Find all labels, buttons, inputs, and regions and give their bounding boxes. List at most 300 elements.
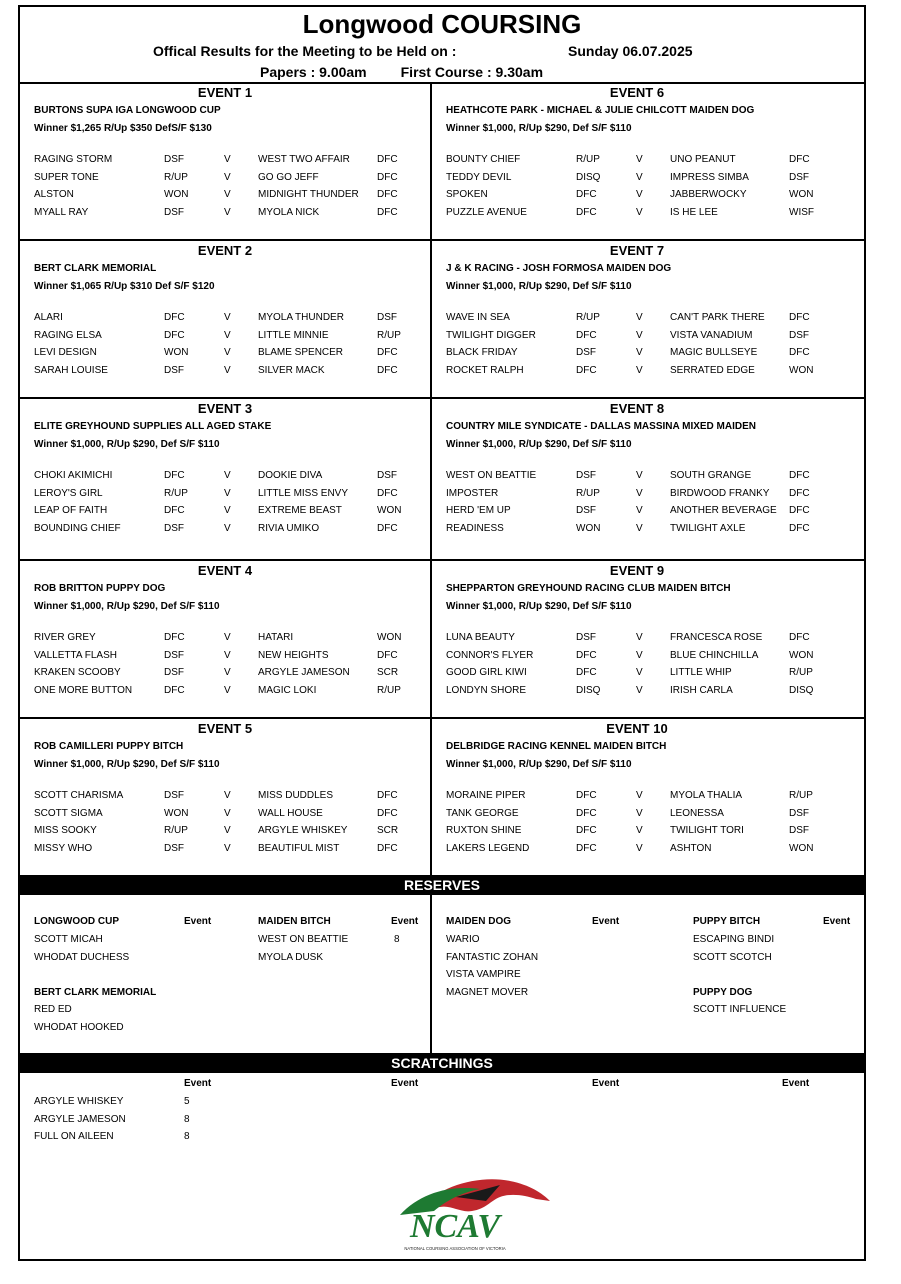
dog-name: MYOLA THALIA — [670, 790, 743, 801]
result-code: DFC — [576, 329, 597, 341]
logo-tagline: NATIONAL COURSING ASSOCIATION OF VICTORIA — [404, 1246, 506, 1251]
event-heading: EVENT 1 — [197, 85, 253, 100]
event-prize: Winner $1,000, R/Up $290, Def S/F $110 — [34, 439, 220, 450]
dog-name: VISTA VANADIUM — [670, 329, 753, 341]
dog-name: FRANCESCA ROSE — [670, 632, 763, 643]
dog-name: SARAH LOUISE — [34, 364, 108, 376]
dog-name: PUZZLE AVENUE — [446, 206, 527, 218]
dog-name: LITTLE MISS ENVY — [258, 487, 349, 499]
result-row — [34, 207, 424, 225]
result-code: DSF — [164, 790, 184, 801]
dog-name: LITTLE MINNIE — [258, 329, 329, 341]
result-row — [34, 790, 424, 808]
result-code: DFC — [789, 632, 810, 643]
result-code: DSF — [164, 206, 184, 218]
dog-name: UNO PEANUT — [670, 154, 736, 165]
scratching-name: ARGYLE JAMESON — [34, 1114, 126, 1125]
result-code: DFC — [377, 807, 398, 819]
dog-name: READINESS — [446, 522, 504, 534]
reserve-item: RED ED — [34, 1004, 72, 1015]
dog-name: HERD 'EM UP — [446, 505, 511, 517]
dog-name: MAGIC BULLSEYE — [670, 347, 758, 359]
event-block — [20, 400, 430, 558]
result-code: DFC — [164, 505, 185, 517]
result-row — [446, 207, 836, 225]
result-row — [34, 808, 424, 826]
dog-name: ASHTON — [670, 842, 712, 854]
reserves-event-label: Event — [823, 916, 851, 927]
versus-label: V — [224, 347, 231, 359]
versus-label: V — [636, 312, 643, 323]
dog-name: GOOD GIRL KIWI — [446, 667, 527, 679]
reserves-puppy-bitch-heading: PUPPY BITCH — [693, 916, 761, 927]
result-code: DFC — [789, 470, 810, 481]
result-row — [446, 330, 836, 348]
result-code: DISQ — [789, 684, 814, 696]
dog-name: LUNA BEAUTY — [446, 632, 515, 643]
meeting-subtitle: Offical Results for the Meeting to be Held on : — [153, 43, 457, 59]
dog-name: NEW HEIGHTS — [258, 649, 329, 661]
event-block — [20, 84, 430, 242]
reserve-item: WHODAT HOOKED — [34, 1022, 124, 1033]
event-heading: EVENT 5 — [197, 721, 253, 736]
dog-name: ALARI — [34, 312, 63, 323]
result-row — [446, 523, 836, 541]
result-code: DFC — [789, 487, 810, 499]
versus-label: V — [224, 632, 231, 643]
result-row — [446, 488, 836, 506]
versus-label: V — [636, 825, 643, 837]
result-code: DFC — [576, 825, 597, 837]
scratching-event: 5 — [184, 1096, 190, 1107]
dog-name: BOUNTY CHIEF — [446, 154, 521, 165]
dog-name: LEVI DESIGN — [34, 347, 97, 359]
reserve-item: WARIO — [446, 934, 480, 945]
result-code: DFC — [576, 667, 597, 679]
versus-label: V — [636, 522, 643, 534]
versus-label: V — [636, 189, 643, 201]
event-prize: Winner $1,000, R/Up $290, Def S/F $110 — [446, 123, 632, 134]
dog-name: LAKERS LEGEND — [446, 842, 530, 854]
scratchings-event-label: Event — [782, 1078, 810, 1089]
result-code: DSF — [789, 807, 809, 819]
dog-name: RIVER GREY — [34, 632, 96, 643]
event-name: BERT CLARK MEMORIAL — [34, 263, 157, 274]
event-prize: Winner $1,000, R/Up $290, Def S/F $110 — [446, 439, 632, 450]
dog-name: WALL HOUSE — [258, 807, 323, 819]
result-row — [34, 488, 424, 506]
reserve-event-number: 8 — [394, 934, 400, 945]
versus-label: V — [224, 364, 231, 376]
result-code: R/UP — [164, 171, 188, 183]
dog-name: WEST ON BEATTIE — [446, 470, 537, 481]
result-code: DSF — [576, 632, 596, 643]
result-code: DFC — [377, 171, 398, 183]
versus-label: V — [224, 842, 231, 854]
result-code: DFC — [576, 790, 597, 801]
versus-label: V — [224, 189, 231, 201]
result-code: R/UP — [789, 667, 813, 679]
dog-name: BLAME SPENCER — [258, 347, 344, 359]
scratchings-event-label: Event — [592, 1078, 620, 1089]
dog-name: IMPRESS SIMBA — [670, 171, 749, 183]
event-name: ROB BRITTON PUPPY DOG — [34, 583, 166, 594]
versus-label: V — [224, 487, 231, 499]
result-code: R/UP — [164, 825, 188, 837]
result-row — [446, 825, 836, 843]
versus-label: V — [224, 825, 231, 837]
dog-name: SPOKEN — [446, 189, 488, 201]
result-code: WON — [377, 632, 402, 643]
result-code: R/UP — [576, 312, 600, 323]
dog-name: MISS SOOKY — [34, 825, 97, 837]
reserve-item: WEST ON BEATTIE — [258, 934, 349, 945]
event-prize: Winner $1,000, R/Up $290, Def S/F $110 — [446, 759, 632, 770]
dog-name: ANOTHER BEVERAGE — [670, 505, 777, 517]
result-row — [34, 685, 424, 703]
result-code: SCR — [377, 825, 399, 837]
result-code: DFC — [377, 189, 398, 201]
event-prize: Winner $1,065 R/Up $310 Def S/F $120 — [34, 281, 215, 292]
result-code: DFC — [576, 807, 597, 819]
event-heading: EVENT 2 — [197, 243, 253, 258]
dog-name: LONDYN SHORE — [446, 684, 527, 696]
reserves-event-label: Event — [592, 916, 620, 927]
result-row — [34, 825, 424, 843]
dog-name: RIVIA UMIKO — [258, 522, 320, 534]
reserves-longwood-cup-heading: LONGWOOD CUP — [34, 916, 119, 927]
dog-name: SUPER TONE — [34, 171, 99, 183]
event-block — [432, 400, 842, 558]
result-code: DSF — [377, 312, 397, 323]
reserve-item: SCOTT INFLUENCE — [693, 1004, 787, 1015]
scratching-name: ARGYLE WHISKEY — [34, 1096, 124, 1107]
result-row — [34, 505, 424, 523]
event-prize: Winner $1,000, R/Up $290, Def S/F $110 — [446, 601, 632, 612]
versus-label: V — [636, 505, 643, 517]
dog-name: IMPOSTER — [446, 487, 499, 499]
reserve-item: WHODAT DUCHESS — [34, 952, 130, 963]
result-code: DFC — [377, 364, 398, 376]
result-code: DFC — [164, 684, 185, 696]
scratching-name: FULL ON AILEEN — [34, 1131, 114, 1142]
result-code: DFC — [576, 649, 597, 661]
result-code: DSF — [164, 364, 184, 376]
result-code: R/UP — [576, 487, 600, 499]
ncav-logo — [360, 1175, 550, 1253]
result-row — [446, 685, 836, 703]
result-code: DFC — [576, 842, 597, 854]
versus-label: V — [224, 505, 231, 517]
dog-name: RUXTON SHINE — [446, 825, 522, 837]
dog-name: DOOKIE DIVA — [258, 470, 323, 481]
event-name: DELBRIDGE RACING KENNEL MAIDEN BITCH — [446, 741, 667, 752]
dog-name: BIRDWOOD FRANKY — [670, 487, 770, 499]
column-divider — [430, 895, 432, 1055]
dog-name: MISS DUDDLES — [258, 790, 334, 801]
result-code: DSF — [789, 329, 809, 341]
dog-name: LEAP OF FAITH — [34, 505, 108, 517]
event-heading: EVENT 4 — [197, 563, 253, 578]
dog-name: WEST TWO AFFAIR — [258, 154, 350, 165]
result-code: DSF — [164, 667, 184, 679]
result-code: R/UP — [789, 790, 813, 801]
dog-name: MYOLA THUNDER — [258, 312, 344, 323]
reserve-item: VISTA VAMPIRE — [446, 969, 521, 980]
dog-name: MIDNIGHT THUNDER — [258, 189, 359, 201]
result-code: DSF — [164, 154, 184, 165]
dog-name: ARGYLE WHISKEY — [258, 825, 348, 837]
event-name: ROB CAMILLERI PUPPY BITCH — [34, 741, 184, 752]
versus-label: V — [636, 206, 643, 218]
dog-name: BEAUTIFUL MIST — [258, 842, 340, 854]
dog-name: BLUE CHINCHILLA — [670, 649, 759, 661]
meeting-date: Sunday 06.07.2025 — [568, 43, 693, 59]
versus-label: V — [636, 487, 643, 499]
papers-time: Papers : 9.00am — [260, 64, 367, 80]
versus-label: V — [636, 842, 643, 854]
dog-name: CONNOR'S FLYER — [446, 649, 534, 661]
result-code: R/UP — [377, 684, 401, 696]
dog-name: TANK GEORGE — [446, 807, 519, 819]
result-code: DFC — [377, 649, 398, 661]
versus-label: V — [224, 522, 231, 534]
result-code: WISF — [789, 206, 814, 218]
result-row — [446, 632, 836, 650]
dog-name: WAVE IN SEA — [446, 312, 510, 323]
reserve-item: FANTASTIC ZOHAN — [446, 952, 539, 963]
result-code: DFC — [789, 347, 810, 359]
result-code: DFC — [377, 790, 398, 801]
result-code: DFC — [789, 505, 810, 517]
result-row — [446, 650, 836, 668]
result-code: WON — [164, 347, 189, 359]
result-code: WON — [164, 189, 189, 201]
versus-label: V — [636, 470, 643, 481]
event-name: J & K RACING - JOSH FORMOSA MAIDEN DOG — [446, 263, 672, 274]
dog-name: MYALL RAY — [34, 206, 89, 218]
dog-name: GO GO JEFF — [258, 171, 319, 183]
versus-label: V — [224, 667, 231, 679]
event-block — [432, 242, 842, 400]
reserves-event-label: Event — [184, 916, 212, 927]
result-code: WON — [164, 807, 189, 819]
versus-label: V — [636, 790, 643, 801]
dog-name: TWILIGHT DIGGER — [446, 329, 536, 341]
logo-text: NCAV — [409, 1208, 501, 1245]
versus-label: V — [636, 364, 643, 376]
versus-label: V — [224, 312, 231, 323]
dog-name: KRAKEN SCOOBY — [34, 667, 121, 679]
versus-label: V — [224, 171, 231, 183]
result-code: DFC — [576, 364, 597, 376]
versus-label: V — [224, 790, 231, 801]
result-row — [34, 330, 424, 348]
result-code: DISQ — [576, 171, 601, 183]
dog-name: EXTREME BEAST — [258, 505, 342, 517]
reserve-item: SCOTT MICAH — [34, 934, 103, 945]
dog-name: RAGING ELSA — [34, 329, 102, 341]
result-row — [446, 505, 836, 523]
dog-name: SCOTT CHARISMA — [34, 790, 124, 801]
event-name: ELITE GREYHOUND SUPPLIES ALL AGED STAKE — [34, 421, 272, 432]
result-code: DFC — [164, 470, 185, 481]
result-code: R/UP — [164, 487, 188, 499]
result-code: DFC — [377, 154, 398, 165]
result-row — [34, 843, 424, 861]
reserves-bar: RESERVES — [20, 875, 864, 895]
dog-name: MORAINE PIPER — [446, 790, 526, 801]
result-code: WON — [789, 649, 814, 661]
event-prize: Winner $1,265 R/Up $350 DefS/F $130 — [34, 123, 212, 134]
result-code: DFC — [789, 154, 810, 165]
scratchings-event-label: Event — [391, 1078, 419, 1089]
result-code: DSF — [164, 522, 184, 534]
result-code: DFC — [164, 632, 185, 643]
reserves-bert-clark-heading: BERT CLARK MEMORIAL — [34, 987, 157, 998]
event-prize: Winner $1,000, R/Up $290, Def S/F $110 — [34, 601, 220, 612]
result-code: WON — [789, 189, 814, 201]
event-name: BURTONS SUPA IGA LONGWOOD CUP — [34, 105, 221, 116]
versus-label: V — [224, 649, 231, 661]
result-row — [446, 189, 836, 207]
result-row — [34, 172, 424, 190]
dog-name: SERRATED EDGE — [670, 364, 755, 376]
dog-name: TEDDY DEVIL — [446, 171, 512, 183]
result-code: DFC — [789, 312, 810, 323]
result-row — [446, 843, 836, 861]
result-code: WON — [789, 842, 814, 854]
result-row — [34, 632, 424, 650]
event-block — [432, 562, 842, 720]
dog-name: LITTLE WHIP — [670, 667, 732, 679]
result-row — [34, 312, 424, 330]
result-row — [34, 154, 424, 172]
page-title: Longwood COURSING — [302, 9, 582, 39]
versus-label: V — [636, 632, 643, 643]
result-code: DFC — [377, 842, 398, 854]
result-row — [446, 667, 836, 685]
dog-name: MYOLA NICK — [258, 206, 320, 218]
dog-name: ONE MORE BUTTON — [34, 684, 133, 696]
result-row — [446, 347, 836, 365]
dog-name: IS HE LEE — [670, 206, 718, 218]
versus-label: V — [636, 667, 643, 679]
dog-name: RAGING STORM — [34, 154, 113, 165]
event-block — [20, 562, 430, 720]
event-name: SHEPPARTON GREYHOUND RACING CLUB MAIDEN BITCH — [446, 583, 731, 594]
dog-name: ARGYLE JAMESON — [258, 667, 350, 679]
scratching-event: 8 — [184, 1114, 190, 1125]
dog-name: SCOTT SIGMA — [34, 807, 103, 819]
result-code: DFC — [576, 206, 597, 218]
dog-name: IRISH CARLA — [670, 684, 733, 696]
dog-name: LEROY'S GIRL — [34, 487, 103, 499]
event-name: HEATHCOTE PARK - MICHAEL & JULIE CHILCOTT MAIDEN DOG — [446, 105, 755, 116]
reserve-item: MAGNET MOVER — [446, 987, 529, 998]
result-row — [446, 470, 836, 488]
result-row — [446, 808, 836, 826]
versus-label: V — [224, 154, 231, 165]
result-row — [34, 365, 424, 383]
result-code: DISQ — [576, 684, 601, 696]
result-code: R/UP — [377, 329, 401, 341]
result-code: DSF — [576, 470, 596, 481]
result-row — [446, 312, 836, 330]
versus-label: V — [636, 329, 643, 341]
dog-name: MISSY WHO — [34, 842, 93, 854]
result-code: DFC — [377, 347, 398, 359]
dog-name: TWILIGHT TORI — [670, 825, 744, 837]
scratchings-bar: SCRATCHINGS — [20, 1053, 864, 1073]
versus-label: V — [224, 329, 231, 341]
result-code: SCR — [377, 667, 399, 679]
versus-label: V — [224, 206, 231, 218]
result-code: DFC — [164, 329, 185, 341]
reserves-maiden-dog-heading: MAIDEN DOG — [446, 916, 511, 927]
dog-name: VALLETTA FLASH — [34, 649, 117, 661]
result-row — [34, 347, 424, 365]
reserves-event-label: Event — [391, 916, 419, 927]
event-heading: EVENT 3 — [197, 401, 253, 416]
dog-name: ALSTON — [34, 189, 74, 201]
versus-label: V — [224, 470, 231, 481]
result-code: DFC — [377, 487, 398, 499]
result-code: DSF — [377, 470, 397, 481]
result-row — [446, 172, 836, 190]
versus-label: V — [636, 649, 643, 661]
results-sheet — [18, 5, 866, 1261]
reserves-puppy-dog-heading: PUPPY DOG — [693, 987, 753, 998]
dog-name: LEONESSA — [670, 807, 724, 819]
event-heading: EVENT 10 — [606, 721, 668, 736]
result-code: DFC — [377, 522, 398, 534]
result-row — [34, 470, 424, 488]
result-code: DSF — [576, 505, 596, 517]
event-block — [20, 242, 430, 400]
event-name: COUNTRY MILE SYNDICATE - DALLAS MASSINA MIXED MAIDEN — [446, 421, 757, 432]
dog-name: BOUNDING CHIEF — [34, 522, 121, 534]
event-heading: EVENT 9 — [609, 563, 665, 578]
dog-name: CAN'T PARK THERE — [670, 312, 765, 323]
result-row — [446, 365, 836, 383]
versus-label: V — [224, 684, 231, 696]
result-code: DFC — [576, 189, 597, 201]
reserve-item: MYOLA DUSK — [258, 952, 324, 963]
result-row — [446, 154, 836, 172]
event-heading: EVENT 8 — [609, 401, 665, 416]
result-code: DFC — [789, 522, 810, 534]
result-code: WON — [789, 364, 814, 376]
dog-name: JABBERWOCKY — [670, 189, 747, 201]
scratchings-event-label: Event — [184, 1078, 212, 1089]
meeting-times — [260, 64, 543, 80]
dog-name: HATARI — [258, 632, 294, 643]
dog-name: SOUTH GRANGE — [670, 470, 752, 481]
divider — [20, 559, 864, 561]
event-block — [432, 720, 842, 878]
dog-name: BLACK FRIDAY — [446, 347, 518, 359]
reserve-item: ESCAPING BINDI — [693, 934, 775, 945]
event-prize: Winner $1,000, R/Up $290, Def S/F $110 — [446, 281, 632, 292]
versus-label: V — [636, 807, 643, 819]
versus-label: V — [636, 154, 643, 165]
event-heading: EVENT 6 — [609, 85, 665, 100]
dog-name: CHOKI AKIMICHI — [34, 470, 113, 481]
result-code: DSF — [164, 842, 184, 854]
dog-name: ROCKET RALPH — [446, 364, 524, 376]
reserve-item: SCOTT SCOTCH — [693, 952, 772, 963]
